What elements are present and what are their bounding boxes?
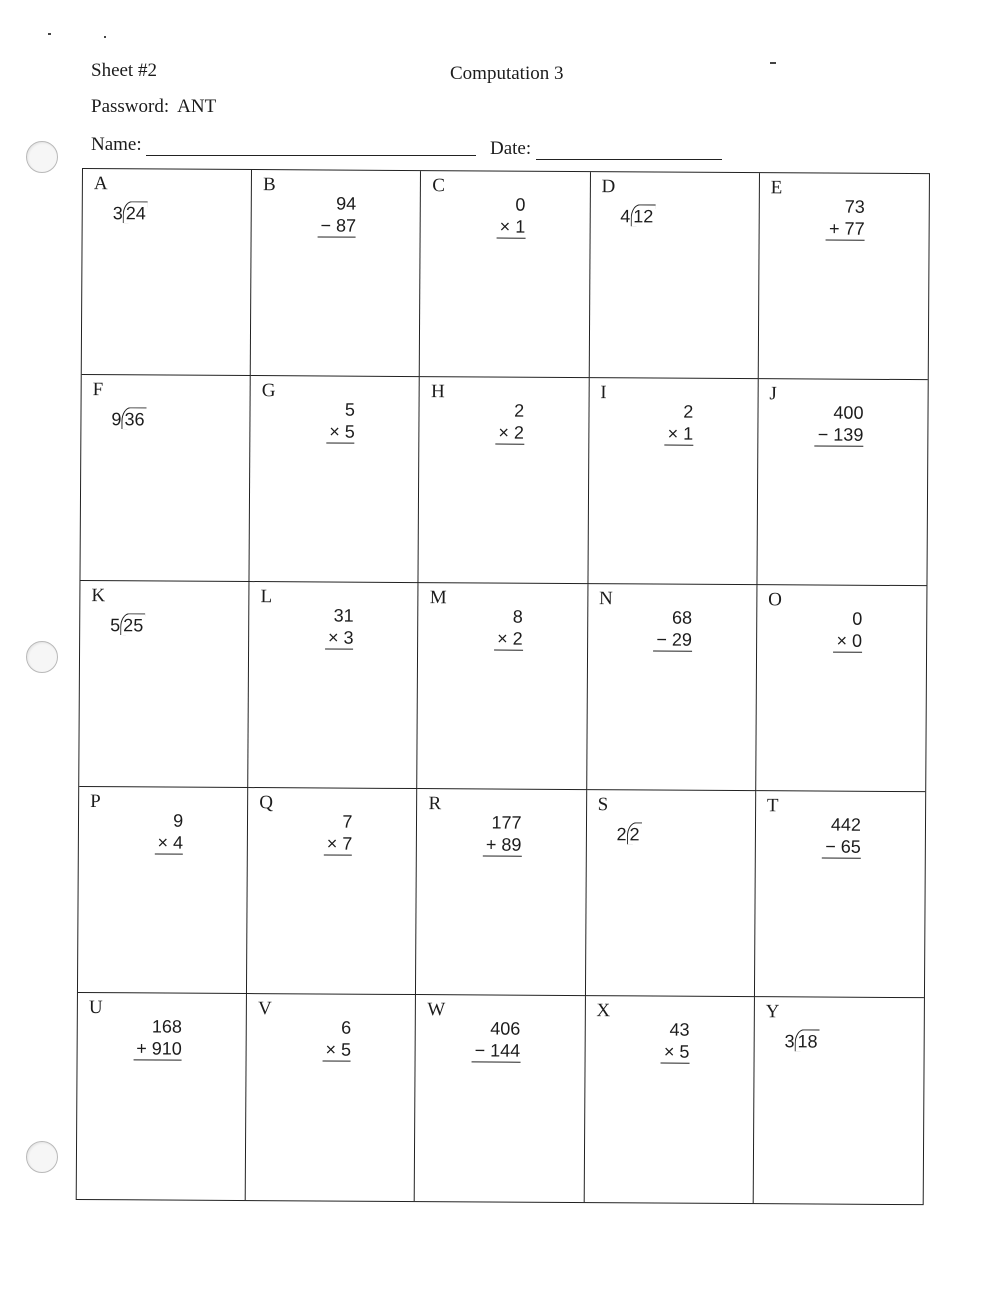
problem-letter: E (770, 177, 783, 199)
operator-number: − 139 (815, 423, 864, 446)
top-number: 6 (341, 1017, 352, 1038)
problem-cell-v[interactable] (246, 994, 416, 1201)
dividend: 36 (121, 407, 146, 429)
vertical-problem (661, 1019, 690, 1064)
top-number: 73 (844, 196, 865, 217)
problem-cell-d[interactable] (589, 172, 759, 379)
problem-cell-y[interactable] (753, 997, 923, 1204)
vertical-problem (822, 814, 861, 859)
vertical-problem (495, 400, 524, 445)
problem-cell-e[interactable] (759, 173, 929, 380)
vertical-problem (497, 194, 526, 239)
name-label: Name: (91, 134, 142, 155)
vertical-problem (494, 606, 523, 651)
operator-number: × 0 (834, 630, 863, 653)
operator-number: × 1 (665, 423, 694, 446)
binder-hole-bottom (26, 1141, 58, 1173)
problem-cell-t[interactable] (755, 791, 925, 998)
top-number: 2 (683, 401, 694, 422)
operator-number: − 144 (472, 1039, 521, 1062)
division-problem (111, 409, 146, 430)
problem-letter: D (601, 176, 616, 198)
problem-cell-n[interactable] (587, 584, 757, 791)
divisor: 4 (620, 206, 631, 227)
problem-letter: R (428, 793, 442, 815)
problem-letter: V (257, 998, 272, 1020)
problem-letter: N (598, 588, 613, 610)
top-number: 406 (490, 1018, 521, 1039)
dividend: 12 (630, 204, 655, 226)
problem-cell-u[interactable] (77, 993, 247, 1200)
scan-speck (48, 33, 51, 35)
top-number: 0 (515, 194, 526, 215)
operator-number: × 2 (494, 628, 523, 651)
operator-number: − 87 (317, 214, 356, 237)
operator-number: − 29 (653, 628, 692, 651)
top-number: 177 (491, 812, 522, 833)
problem-cell-h[interactable] (419, 377, 589, 584)
operator-number: × 5 (322, 1038, 351, 1061)
sheet-number: Sheet #2 (91, 60, 157, 81)
division-problem (113, 203, 148, 224)
operator-number: × 3 (325, 626, 354, 649)
divisor: 3 (112, 203, 123, 224)
page-title: Computation 3 (450, 63, 564, 84)
operator-number: × 5 (326, 420, 355, 443)
problem-letter: A (93, 173, 108, 195)
vertical-problem (826, 196, 865, 241)
problem-cell-b[interactable] (251, 170, 421, 377)
top-number: 9 (173, 810, 184, 831)
vertical-problem (653, 606, 692, 651)
problem-letter: O (768, 589, 782, 611)
problem-cell-r[interactable] (416, 789, 586, 996)
operator-number: − 65 (822, 836, 861, 859)
date-field[interactable] (536, 145, 722, 160)
top-number: 400 (833, 402, 864, 423)
password-value: ANT (177, 96, 217, 117)
top-number: 2 (514, 400, 525, 421)
vertical-problem (133, 1015, 182, 1060)
problem-letter: H (430, 381, 445, 403)
operator-number: × 2 (495, 422, 524, 445)
problem-cell-f[interactable] (80, 375, 250, 582)
name-field[interactable] (146, 141, 476, 156)
date-label: Date: (490, 138, 532, 159)
top-number: 5 (344, 399, 355, 420)
vertical-problem (324, 810, 353, 855)
vertical-problem (326, 398, 355, 443)
problem-letter: Y (765, 1001, 780, 1023)
top-number: 0 (852, 608, 863, 629)
problem-letter: L (260, 586, 273, 608)
binder-hole-top (26, 141, 58, 173)
problem-letter: S (597, 794, 609, 816)
top-number: 43 (669, 1019, 690, 1040)
operator-number: × 1 (497, 216, 526, 239)
division-problem (110, 615, 145, 636)
problem-cell-w[interactable] (415, 995, 585, 1202)
problem-cell-p[interactable] (78, 787, 248, 994)
dividend: 25 (120, 613, 145, 635)
problem-letter: W (427, 999, 446, 1021)
top-number: 168 (151, 1016, 183, 1037)
operator-number: + 910 (133, 1037, 182, 1060)
operator-number: × 7 (324, 832, 353, 855)
problem-letter: X (596, 1000, 611, 1022)
problem-letter: T (766, 795, 779, 817)
problem-cell-j[interactable] (757, 379, 927, 586)
top-number: 68 (671, 607, 693, 628)
scan-speck (770, 62, 776, 64)
division-problem (784, 1031, 819, 1052)
problem-grid (76, 168, 930, 1205)
problem-cell-a[interactable] (82, 169, 252, 376)
operator-number: + 77 (826, 218, 865, 241)
problem-letter: K (91, 585, 106, 607)
problem-cell-i[interactable] (588, 378, 758, 585)
operator-number: × 4 (154, 831, 183, 854)
problem-cell-l[interactable] (248, 582, 418, 789)
top-number: 7 (342, 811, 353, 832)
top-number: 31 (333, 605, 354, 626)
vertical-problem (665, 401, 694, 446)
password-line (91, 96, 216, 118)
problem-letter: Q (259, 792, 274, 814)
problem-cell-g[interactable] (250, 376, 420, 583)
problem-letter: J (769, 383, 777, 405)
operator-number: + 89 (483, 833, 522, 856)
problem-cell-s[interactable] (586, 790, 756, 997)
name-line (91, 134, 476, 156)
operator-number: × 5 (661, 1041, 690, 1064)
vertical-problem (815, 401, 864, 446)
vertical-problem (322, 1016, 351, 1061)
problem-letter: I (600, 382, 607, 404)
problem-cell-x[interactable] (584, 996, 754, 1203)
date-line (490, 138, 722, 160)
problem-cell-c[interactable] (420, 171, 590, 378)
dividend: 24 (123, 201, 148, 223)
problem-letter: U (88, 997, 103, 1019)
divisor: 2 (616, 824, 627, 845)
top-number: 94 (336, 193, 357, 214)
problem-letter: G (261, 380, 276, 402)
password-label: Password: (91, 96, 170, 117)
problem-cell-q[interactable] (247, 788, 417, 995)
top-number: 442 (830, 814, 862, 835)
dividend: 2 (626, 822, 641, 844)
problem-letter: C (432, 175, 446, 197)
problem-cell-k[interactable] (79, 581, 249, 788)
top-number: 8 (512, 606, 523, 627)
vertical-problem (317, 192, 356, 237)
problem-letter: P (90, 791, 101, 813)
divisor: 5 (110, 615, 121, 636)
vertical-problem (154, 809, 183, 854)
divisor: 9 (111, 409, 122, 430)
division-problem (620, 206, 655, 227)
divisor: 3 (784, 1031, 795, 1052)
scan-speck (104, 36, 106, 38)
binder-hole-middle (26, 641, 58, 673)
problem-letter: M (429, 587, 447, 609)
division-problem (616, 824, 641, 845)
problem-cell-m[interactable] (418, 583, 588, 790)
problem-letter: F (92, 379, 104, 401)
problem-cell-o[interactable] (756, 585, 926, 792)
dividend: 18 (794, 1029, 819, 1051)
vertical-problem (472, 1017, 521, 1062)
vertical-problem (483, 811, 522, 856)
problem-letter: B (263, 174, 276, 196)
vertical-problem (834, 608, 863, 653)
vertical-problem (325, 604, 354, 649)
